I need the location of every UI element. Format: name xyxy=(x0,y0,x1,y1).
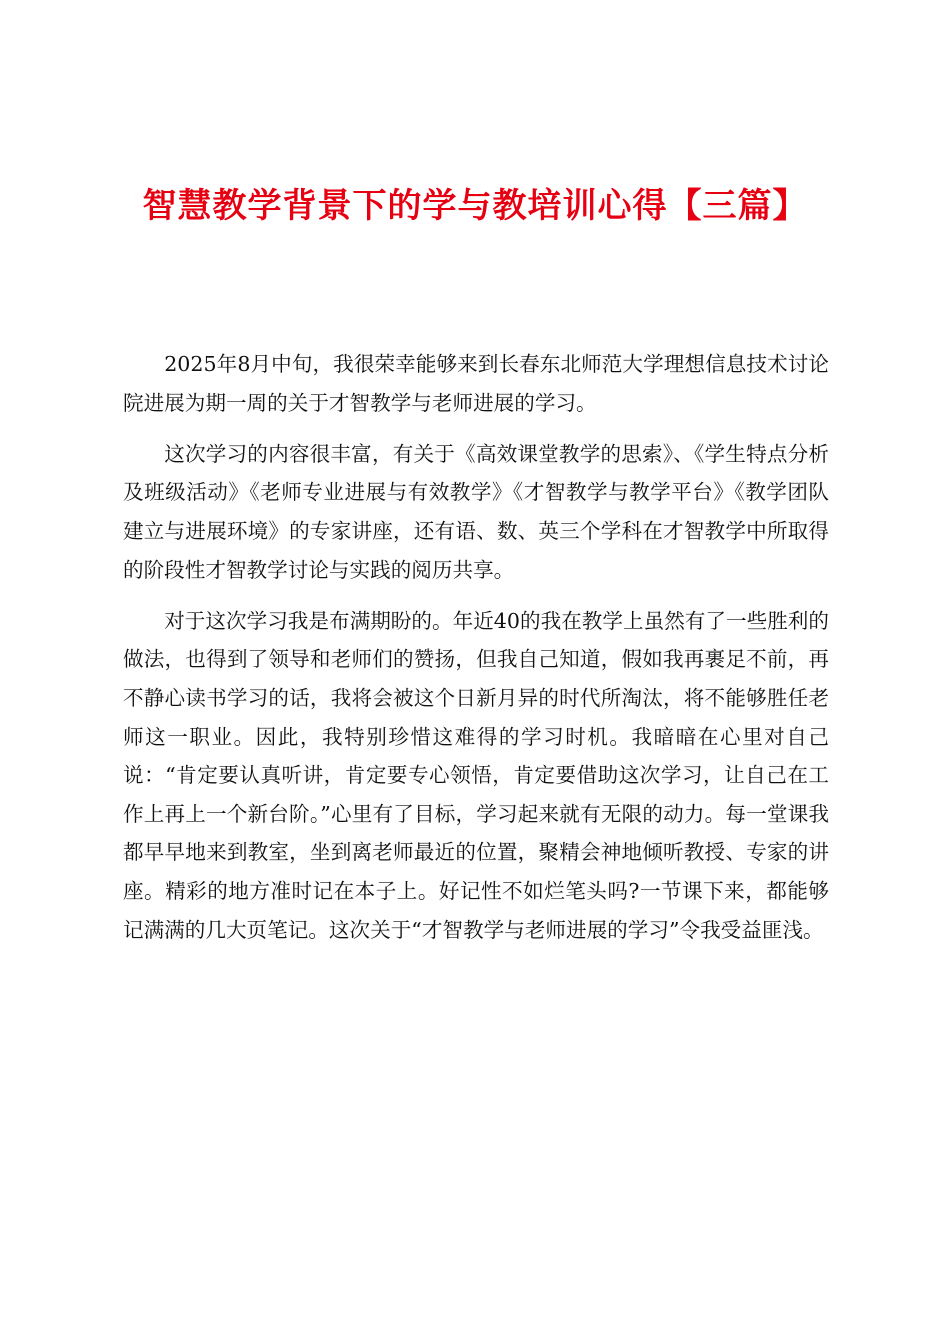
paragraph-2: 这次学习的内容很丰富，有关于《高效课堂教学的思索》、《学生特点分析及班级活动》《老师专业进展与有效教学》《才智教学与教学平台》《教学团队建立与进展环境》的专家讲座，还有语、数、英三个学科在才智教学中所取得的阶段性才智教学讨论与实践的阅历共享。 xyxy=(123,441,829,582)
document-title: 智慧教学背景下的学与教培训心得【三篇】 xyxy=(142,186,808,226)
paragraph-3: 对于这次学习我是布满期盼的。年近40的我在教学上虽然有了一些胜利的做法，也得到了领导和老师们的赞扬，但我自己知道，假如我再裹足不前，再不静心读书学习的话，我将会被这个日新月异的时代所淘汰，将不能够胜任老师这一职业。因此，我特别珍惜这难得的学习时机。我暗暗在心里对自己说：“肯定要认真听讲，肯定要专心领悟，肯定要借助这次学习，让自己在工作上再上一个新台阶。”心里有了目标，学习起来就有无限的动力。每一堂课我都早早地来到教室，坐到离老师最近的位置，聚精会神地倾听教授、专家的讲座。精彩的地方准时记在本子上。好记性不如烂笔头吗?一节课下来，都能够记满满的几大页笔记。这次关于“才智教学与老师进展的学习”令我受益匪浅。 xyxy=(123,608,829,942)
paragraph-1: 2025年8月中旬，我很荣幸能够来到长春东北师范大学理想信息技术讨论院进展为期一周的关于才智教学与老师进展的学习。 xyxy=(123,352,829,415)
document-body xyxy=(123,345,829,962)
